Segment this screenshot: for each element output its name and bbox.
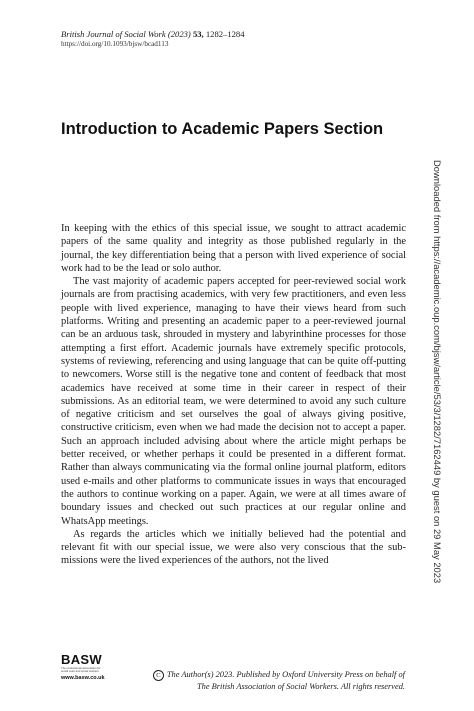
journal-name: British Journal of Social Work (2023) [61, 29, 191, 39]
copyright-line-2: The British Association of Social Workers. All rights reserved. [197, 682, 405, 691]
copyright-icon: C [153, 670, 164, 681]
paragraph: In keeping with the ethics of this special issue, we sought to attract academic papers of the same quality and integrity as those published regularly in the journal, the key differentiation being that a person with lived experience of social work had to be the lead or solo author. [61, 223, 406, 274]
logo-url[interactable]: www.basw.co.uk [61, 675, 105, 682]
journal-citation [61, 29, 421, 40]
copyright-notice [116, 669, 405, 692]
copyright-line-1 [116, 669, 405, 681]
logo-wordmark: BASW [61, 652, 102, 667]
paragraph: The vast majority of academic papers accepted for peer-reviewed social work journals are from practising academics, with very few practitioners, and even less people with lived experience, managing to have their views heard from such platforms. Writing and presenting an academic paper to a peer-reviewed journal can be an arduous task, shrouded in mystery and labyrinthine processes for those attempting a first effort. Academic journals have extremely specific protocols, systems of reviewing, referencing and using language that can be quite off-putting to newcomers. Worse still is the negative tone and content of feedback that most academics have received at some time in their career in respect of their submissions. As an editorial team, we were determined to avoid any such culture of negative criticism and set ourselves the goal of always giving positive, constructive criticism, even when we had made the decision not to accept a paper. Such an approach included advising about where the article might perhaps be better received, or whether perhaps it could be presented in a different format. Rather than always communicating via the formal online journal platform, editors used e-mails and other platforms to communicate issues in ways that encouraged the authors to continue working on a paper. Again, we were at all times aware of boundary issues and checked out such practices at our regular online and WhatsApp meetings. [61, 276, 406, 527]
copyright-text-1: The Author(s) 2023. Published by Oxford University Press on behalf of [166, 670, 405, 679]
logo-tagline: The professional association for social work and social workers [61, 666, 101, 674]
paragraph: As regards the articles which we initially believed had the potential and relevant fit with our special issue, we were also very conscious that the submissions were the lived experiences of the authors, not the lived [61, 528, 406, 567]
download-watermark: Downloaded from https://academic.oup.com/bjsw/article/53/3/1282/7162449 by guest on 29 May 2023 [432, 160, 443, 584]
journal-volume: 53, [192, 29, 204, 39]
journal-pages: 1282–1284 [205, 29, 245, 39]
article-body [61, 222, 406, 568]
journal-header [61, 29, 421, 49]
article-title: Introduction to Academic Papers Section [61, 120, 384, 138]
doi-link[interactable]: https://doi.org/10.1093/bjsw/bcad113 [61, 40, 169, 48]
